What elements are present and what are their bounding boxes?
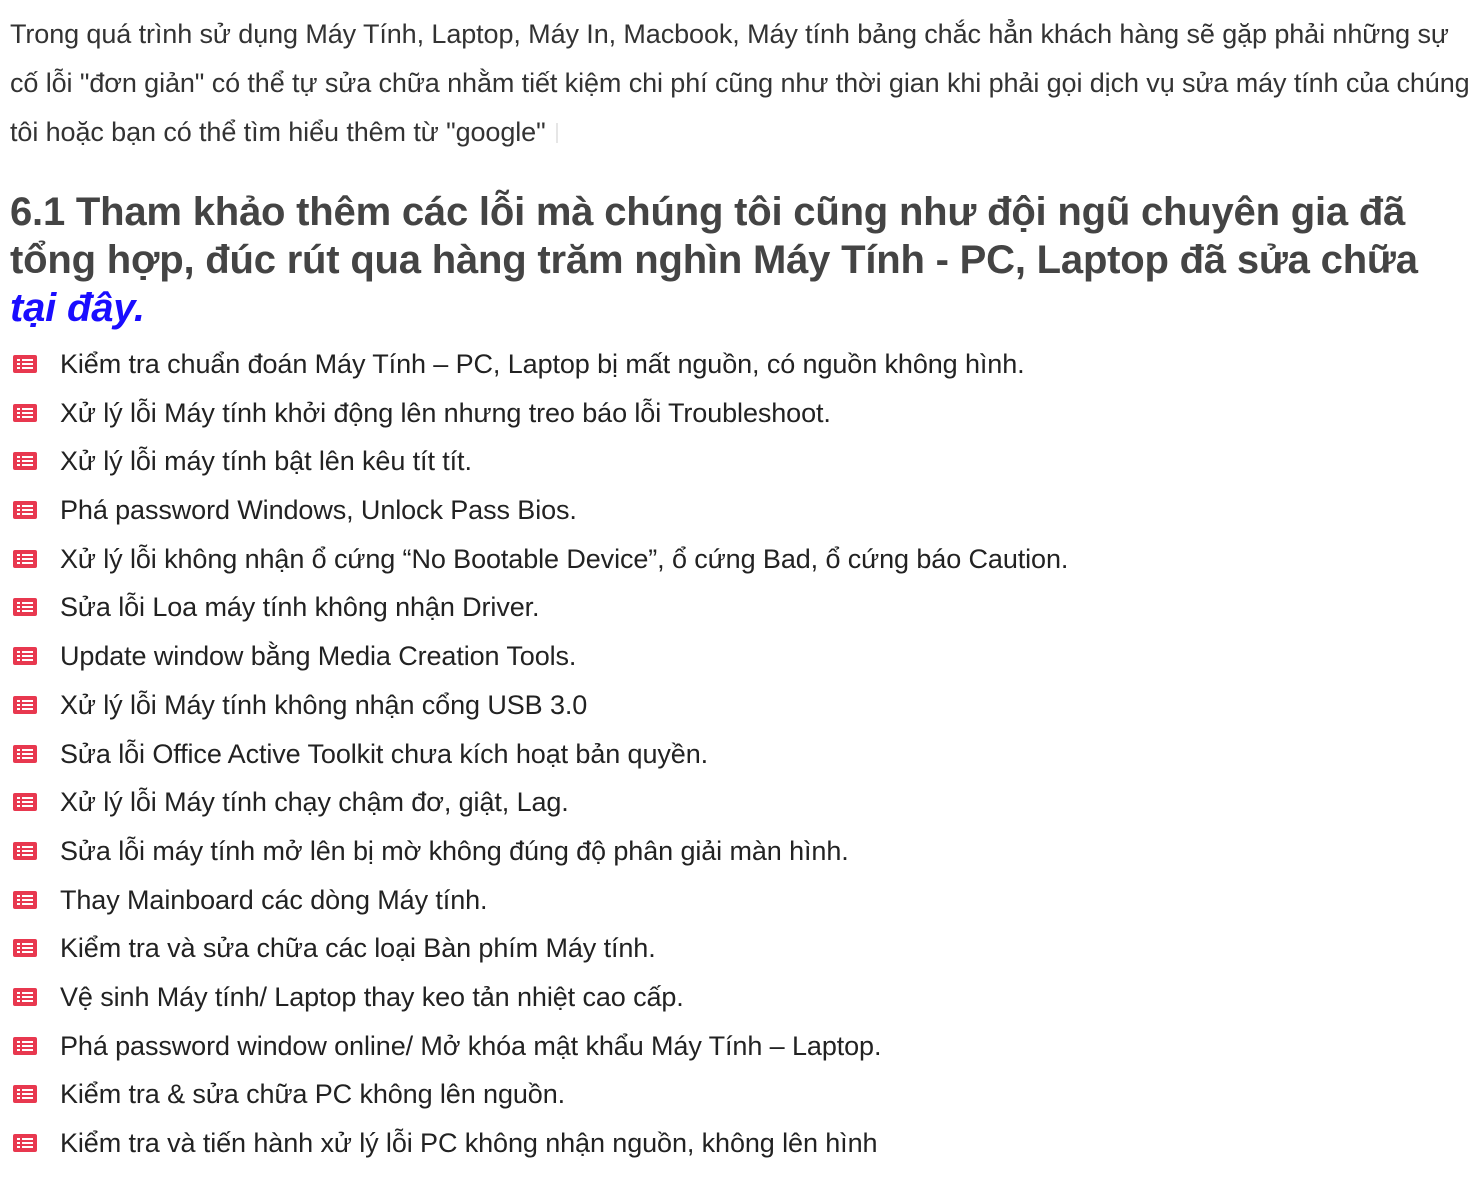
list-icon <box>13 793 37 811</box>
intro-paragraph <box>10 10 1470 157</box>
section-heading-text: 6.1 Tham khảo thêm các lỗi mà chúng tôi cũng như đội ngũ chuyên gia đã tổng hợp, đúc rút qua hàng trăm nghìn Máy Tính - PC, Laptop đã sửa chữa <box>10 190 1418 282</box>
list-item <box>10 583 1470 632</box>
list-item-text: Sửa lỗi Office Active Toolkit chưa kích hoạt bản quyền. <box>60 738 709 769</box>
list-item <box>10 778 1470 827</box>
text-cursor-mark <box>556 123 558 143</box>
list-item-text: Kiểm tra chuẩn đoán Máy Tính – PC, Laptop bị mất nguồn, có nguồn không hình. <box>60 349 1025 379</box>
list-item <box>10 1119 1470 1168</box>
list-icon <box>13 1134 37 1152</box>
list-item-text: Kiểm tra và sửa chữa các loại Bàn phím Máy tính. <box>60 933 656 964</box>
list-item-text: Kiểm tra và tiến hành xử lý lỗi PC không nhận nguồn, không lên hình <box>60 1128 878 1158</box>
list-icon <box>13 598 37 616</box>
error-fix-list <box>10 340 1470 1168</box>
list-icon <box>13 1037 37 1055</box>
list-item <box>10 535 1470 584</box>
list-item <box>10 973 1470 1022</box>
list-item <box>10 632 1470 681</box>
list-item <box>10 1070 1470 1119</box>
list-item-text: Vệ sinh Máy tính/ Laptop thay keo tản nhiệt cao cấp. <box>60 981 684 1012</box>
list-icon <box>13 891 37 909</box>
list-item <box>10 1022 1470 1071</box>
intro-text: Trong quá trình sử dụng Máy Tính, Laptop, Máy In, Macbook, Máy tính bảng chắc hẳn khách hàng sẽ gặp phải những sự cố lỗi "đơn giản" có thể tự sửa chữa nhằm tiết kiệm chi phí cũng như thời gian khi phải gọi dịch vụ sửa máy tính của chúng tôi hoặc bạn có thể tìm hiểu thêm từ "google" <box>10 19 1470 147</box>
list-icon <box>13 647 37 665</box>
list-item <box>10 730 1470 779</box>
list-icon <box>13 988 37 1006</box>
list-item <box>10 876 1470 925</box>
list-icon <box>13 696 37 714</box>
list-item-text: Xử lý lỗi máy tính bật lên kêu tít tít. <box>60 446 472 477</box>
list-item <box>10 827 1470 876</box>
list-item <box>10 340 1470 389</box>
list-item-text: Update window bằng Media Creation Tools. <box>60 641 577 672</box>
list-item-text: Thay Mainboard các dòng Máy tính. <box>60 884 488 915</box>
list-icon <box>13 404 37 422</box>
list-icon <box>13 1085 37 1103</box>
list-icon <box>13 550 37 568</box>
list-item-text: Xử lý lỗi Máy tính khởi động lên nhưng treo báo lỗi Troubleshoot. <box>60 397 831 428</box>
list-item-text: Sửa lỗi Loa máy tính không nhận Driver. <box>60 592 540 623</box>
list-item-text: Sửa lỗi máy tính mở lên bị mờ không đúng độ phân giải màn hình. <box>60 835 849 866</box>
list-icon <box>13 452 37 470</box>
here-link[interactable]: tại đây. <box>10 286 145 330</box>
list-item-text: Xử lý lỗi Máy tính không nhận cổng USB 3.0 <box>60 689 588 720</box>
list-icon <box>13 355 37 373</box>
list-item <box>10 437 1470 486</box>
list-item-text: Phá password window online/ Mở khóa mật khẩu Máy Tính – Laptop. <box>60 1030 882 1061</box>
list-item-text: Kiểm tra & sửa chữa PC không lên nguồn. <box>60 1079 566 1110</box>
list-item <box>10 486 1470 535</box>
list-icon <box>13 842 37 860</box>
list-item-text: Xử lý lỗi Máy tính chạy chậm đơ, giật, Lag. <box>60 787 569 818</box>
list-icon <box>13 501 37 519</box>
list-item-text: Phá password Windows, Unlock Pass Bios. <box>60 495 577 526</box>
list-item <box>10 389 1470 438</box>
list-item-text: Xử lý lỗi không nhận ổ cứng “No Bootable Device”, ổ cứng Bad, ổ cứng báo Caution. <box>60 543 1069 574</box>
section-heading <box>10 188 1470 332</box>
list-item <box>10 924 1470 973</box>
list-item <box>10 681 1470 730</box>
list-icon <box>13 745 37 763</box>
list-icon <box>13 939 37 957</box>
